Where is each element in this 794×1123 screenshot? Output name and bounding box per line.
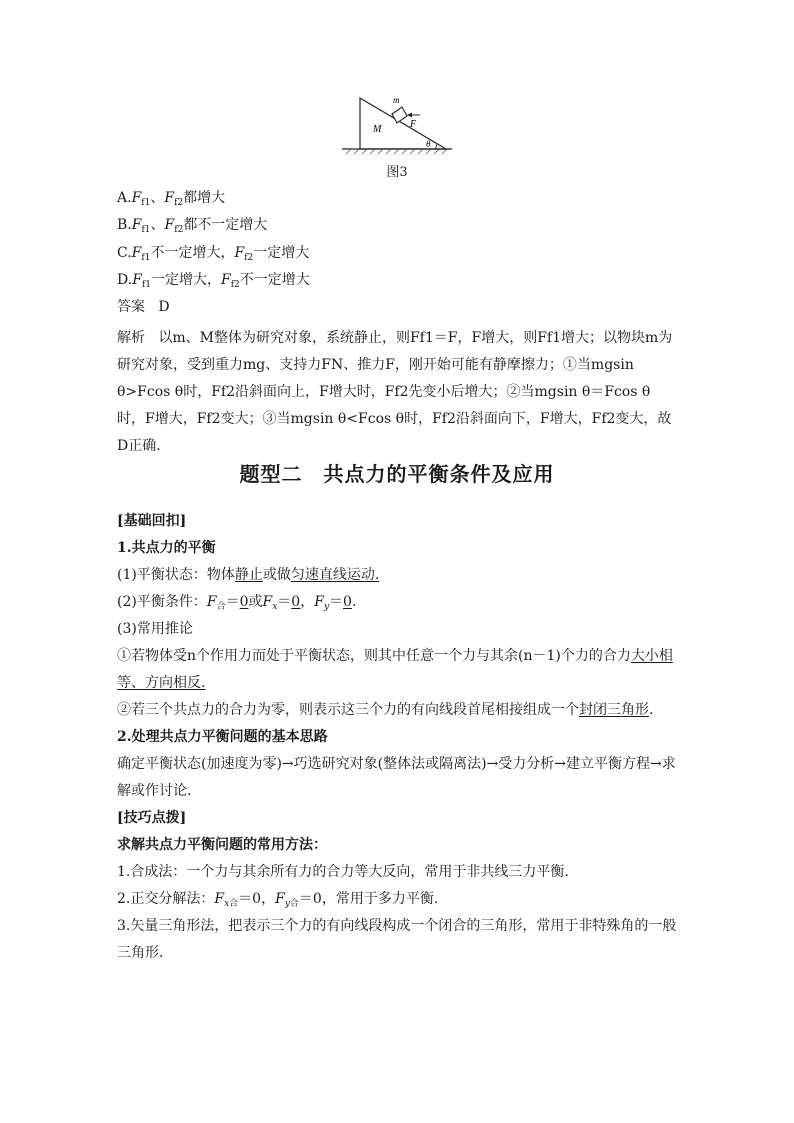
basics-header: [基础回扣]	[117, 513, 187, 529]
basics-p6-l1: 确定平衡状态(加速度为零)→巧选研究对象(整体法或隔离法)→受力分析→建立平衡方程→求	[117, 756, 676, 772]
skills-method-3-l1: 3.矢量三角形法，把表示三个力的有向线段构成一个闭合的三角形，常用于非特殊角的一般	[117, 918, 677, 934]
label-theta: θ	[426, 139, 431, 149]
section-title: 题型二 共点力的平衡条件及应用	[239, 462, 555, 486]
basics-p2: (2)平衡条件：$F_合=0$或$F_x=0$，$F_y=0$.	[117, 594, 357, 612]
basics-p5: ②若三个共点力的合力为零，则表示这三个力的有向线段首尾相接组成一个封闭三角形.	[117, 702, 654, 718]
skills-method-1: 1.合成法：一个力与其余所有力的合力等大反向，常用于非共线三力平衡.	[117, 864, 569, 880]
basics-h1: 1.共点力的平衡	[117, 540, 216, 556]
skills-method-3-l2: 三角形.	[117, 945, 164, 961]
answer-label: 答案	[117, 299, 145, 315]
analysis-text: 以m、M整体为研究对象，系统静止，则Ff1＝F，F增大，则Ff1增大；以物块m为研究对象，受到重力mg、支持力FN、推力F，刚开始可能有静摩擦力；①当mgsin θ>Fcos θ时，Ff2沿斜面向上，F增大时，Ff2先变小后增大；②当mgsin θ＝Fcos θ时，F增大，Ff2变大；③当mgsin θ<Fcos θ时，Ff2沿斜面向下，F增大，Ff2变大，故D正确.	[117, 330, 673, 454]
option-d: $D.F_{f1}$一定增大，$F_{f2}$不一定增大	[117, 272, 310, 290]
basics-p1: (1)平衡状态：物体静止或做匀速直线运动.	[117, 567, 380, 583]
skills-intro: 求解共点力平衡问题的常用方法：	[117, 837, 327, 853]
figure-caption: 图3	[386, 165, 408, 180]
option-b: $B.F_{f1}$、$F_{f2}$都不一定增大	[117, 217, 268, 235]
basics-p3: (3)常用推论	[117, 621, 193, 637]
label-m: m	[393, 95, 400, 105]
skills-method-2: 2.正交分解法：$F_{x合}=0$，$F_{y合}=0$，常用于多力平衡.	[117, 891, 439, 909]
skills-header: [技巧点拨]	[117, 810, 187, 826]
option-c: $C.F_{f1}$不一定增大，$F_{f2}$一定增大	[117, 245, 310, 263]
option-a: $A.F_{f1}$、$F_{f2}$都增大	[117, 190, 226, 208]
label-F: F	[410, 119, 417, 130]
basics-h2: 2.处理共点力平衡问题的基本思路	[117, 729, 328, 745]
basics-p4: ①若物体受n个作用力而处于平衡状态，则其中任意一个力与其余(n－1)个力的合力大小相	[117, 648, 673, 664]
analysis-paragraph	[117, 325, 677, 460]
answer-value: D	[158, 299, 170, 315]
label-M: M	[373, 124, 382, 135]
basics-p4-cont: 等、方向相反.	[117, 675, 206, 691]
answer-line	[117, 298, 170, 316]
block-m	[392, 107, 407, 123]
incline-figure	[340, 94, 460, 158]
basics-p6-l2: 解或作讨论.	[117, 783, 192, 799]
analysis-label: 解析	[117, 330, 145, 346]
